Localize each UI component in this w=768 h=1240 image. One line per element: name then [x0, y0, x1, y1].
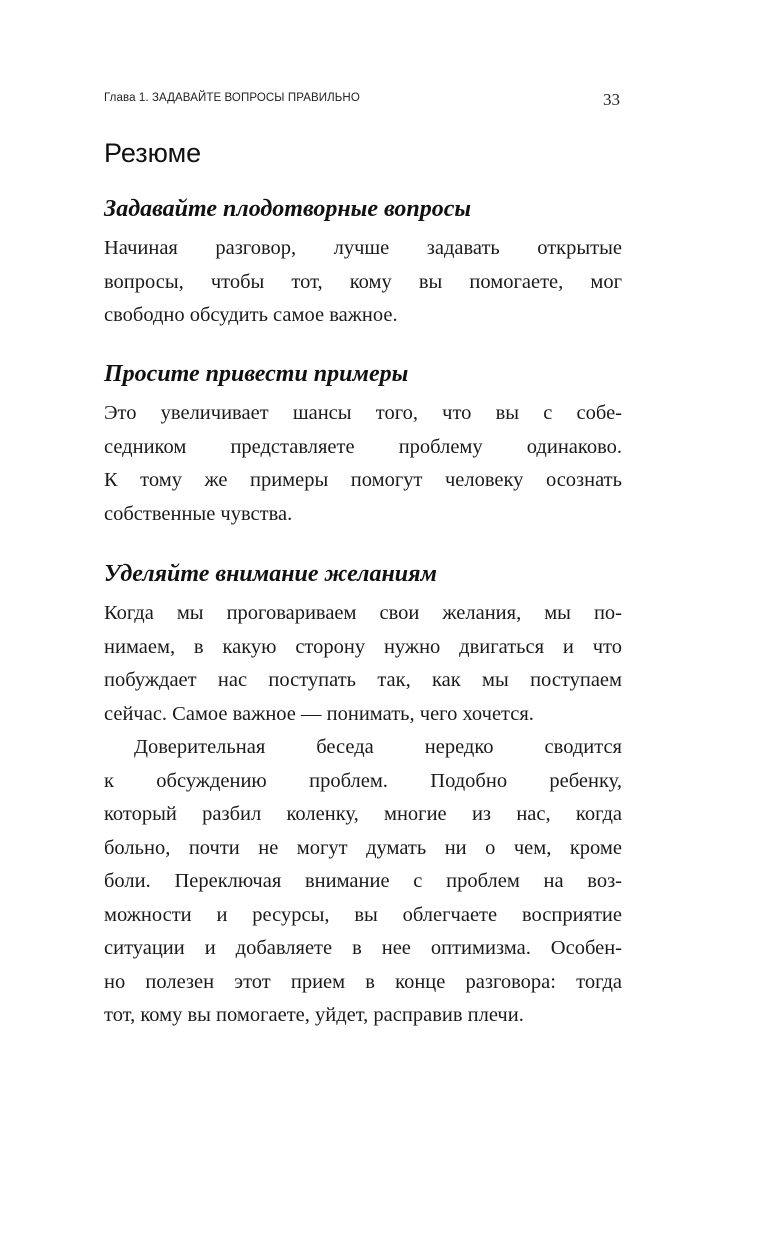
text-line: свободно обсудить самое важное.: [104, 304, 398, 326]
page-title: Резюме: [104, 138, 202, 168]
text-line: Начиная разговор, лучше задавать открытые: [104, 237, 622, 259]
section-body-attention-to-desires: [104, 597, 622, 1033]
text-line: собственные чувства.: [104, 502, 293, 525]
text-line: Это увеличивает шансы того, что вы с собе-: [104, 402, 622, 424]
chapter-label: Глава 1. ЗАДАВАЙТЕ ВОПРОСЫ ПРАВИЛЬНО: [104, 92, 360, 104]
text-line: Когда мы проговариваем свои желания, мы по-: [104, 602, 622, 624]
text-line: Доверительная беседа нередко сводится: [134, 736, 622, 758]
running-header: [104, 92, 622, 116]
text-line: вопросы, чтобы тот, кому вы помогаете, мог: [104, 270, 622, 293]
book-page: [104, 0, 622, 1240]
text-line: сейчас. Самое важное — понимать, чего хочется.: [104, 702, 534, 725]
text-line: ситуации и добавляете в нее оптимизма. Особен-: [104, 937, 622, 959]
section-heading-attention-to-desires: Уделяйте внимание желаниям: [104, 561, 437, 587]
text-line: тот, кому вы помогаете, уйдет, расправив плечи.: [104, 1004, 524, 1026]
text-line: побуждает нас поступать так, как мы поступаем: [104, 669, 622, 691]
text-line: боли. Переключая внимание с проблем на воз-: [104, 870, 622, 892]
section-heading-ask-examples: Просите привести примеры: [104, 361, 409, 387]
section-body-fruitful-questions: [104, 232, 622, 333]
text-line: который разбил коленку, многие из нас, когда: [104, 803, 622, 825]
text-line: седником представляете проблему одинаково.: [104, 435, 622, 458]
text-line: можности и ресурсы, вы облегчаете восприятие: [104, 903, 622, 926]
text-line: больно, почти не могут думать ни о чем, кроме: [104, 836, 622, 859]
page-number: 33: [603, 90, 620, 109]
text-line: к обсуждению проблем. Подобно ребенку,: [104, 769, 622, 792]
text-line: К тому же примеры помогут человеку осознать: [104, 469, 622, 491]
text-line: но полезен этот прием в конце разговора: тогда: [104, 970, 622, 993]
section-body-ask-examples: [104, 397, 622, 531]
section-heading-fruitful-questions: Задавайте плодотворные вопросы: [104, 196, 472, 222]
text-line: нимаем, в какую сторону нужно двигаться и что: [104, 635, 622, 658]
